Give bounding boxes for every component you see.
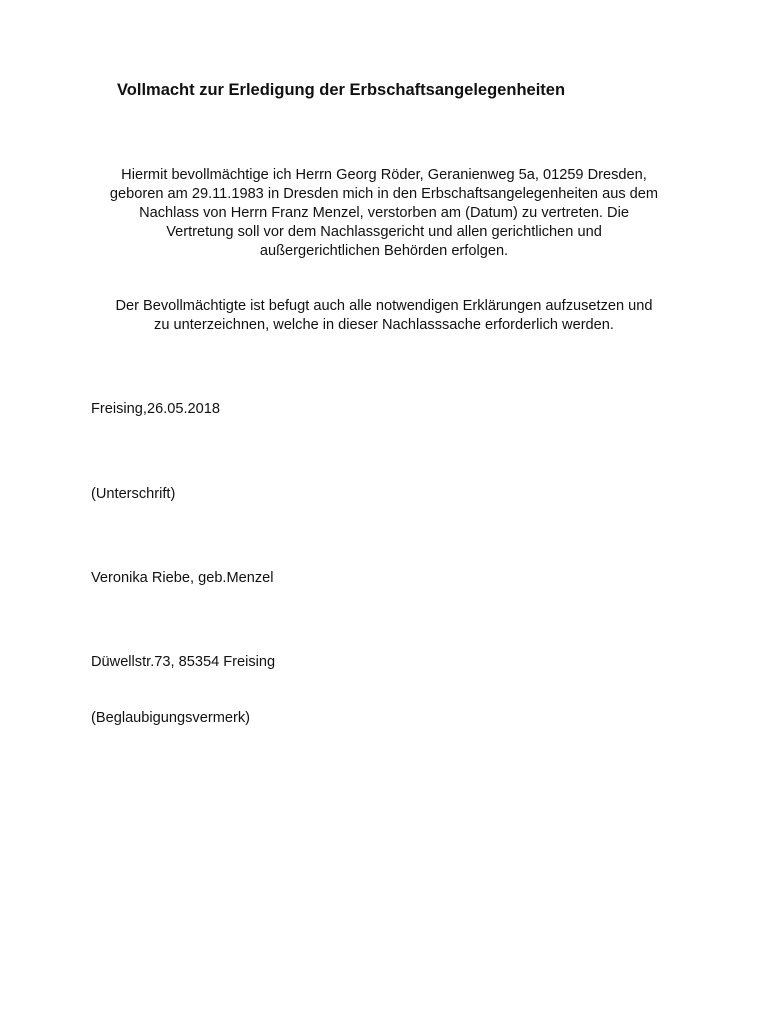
- powers-paragraph: [88, 297, 680, 335]
- document-title: Vollmacht zur Erledigung der Erbschaftsangelegenheiten: [117, 81, 566, 99]
- signer-name: Veronika Riebe, geb.Menzel: [91, 570, 274, 586]
- paragraph-line: zu unterzeichnen, welche in dieser Nachlasssache erforderlich werden.: [154, 317, 614, 333]
- signer-address: Düwellstr.73, 85354 Freising: [91, 654, 276, 670]
- authorization-paragraph: [88, 166, 680, 261]
- certification-placeholder: (Beglaubigungsvermerk): [91, 710, 250, 726]
- paragraph-line: Der Bevollmächtigte ist befugt auch alle notwendigen Erklärungen aufzusetzen und: [115, 298, 653, 314]
- paragraph-line: Vertretung soll vor dem Nachlassgericht und allen gerichtlichen und: [166, 224, 602, 240]
- paragraph-line: Nachlass von Herrn Franz Menzel, verstorben am (Datum) zu vertreten. Die: [139, 205, 629, 221]
- paragraph-line: geboren am 29.11.1983 in Dresden mich in den Erbschaftsangelegenheiten aus dem: [109, 186, 659, 202]
- paragraph-line: außergerichtlichen Behörden erfolgen.: [259, 243, 509, 259]
- paragraph-line: Hiermit bevollmächtige ich Herrn Georg Röder, Geranienweg 5a, 01259 Dresden,: [121, 167, 647, 183]
- place-date: Freising,26.05.2018: [91, 401, 220, 417]
- signature-placeholder: (Unterschrift): [91, 486, 176, 502]
